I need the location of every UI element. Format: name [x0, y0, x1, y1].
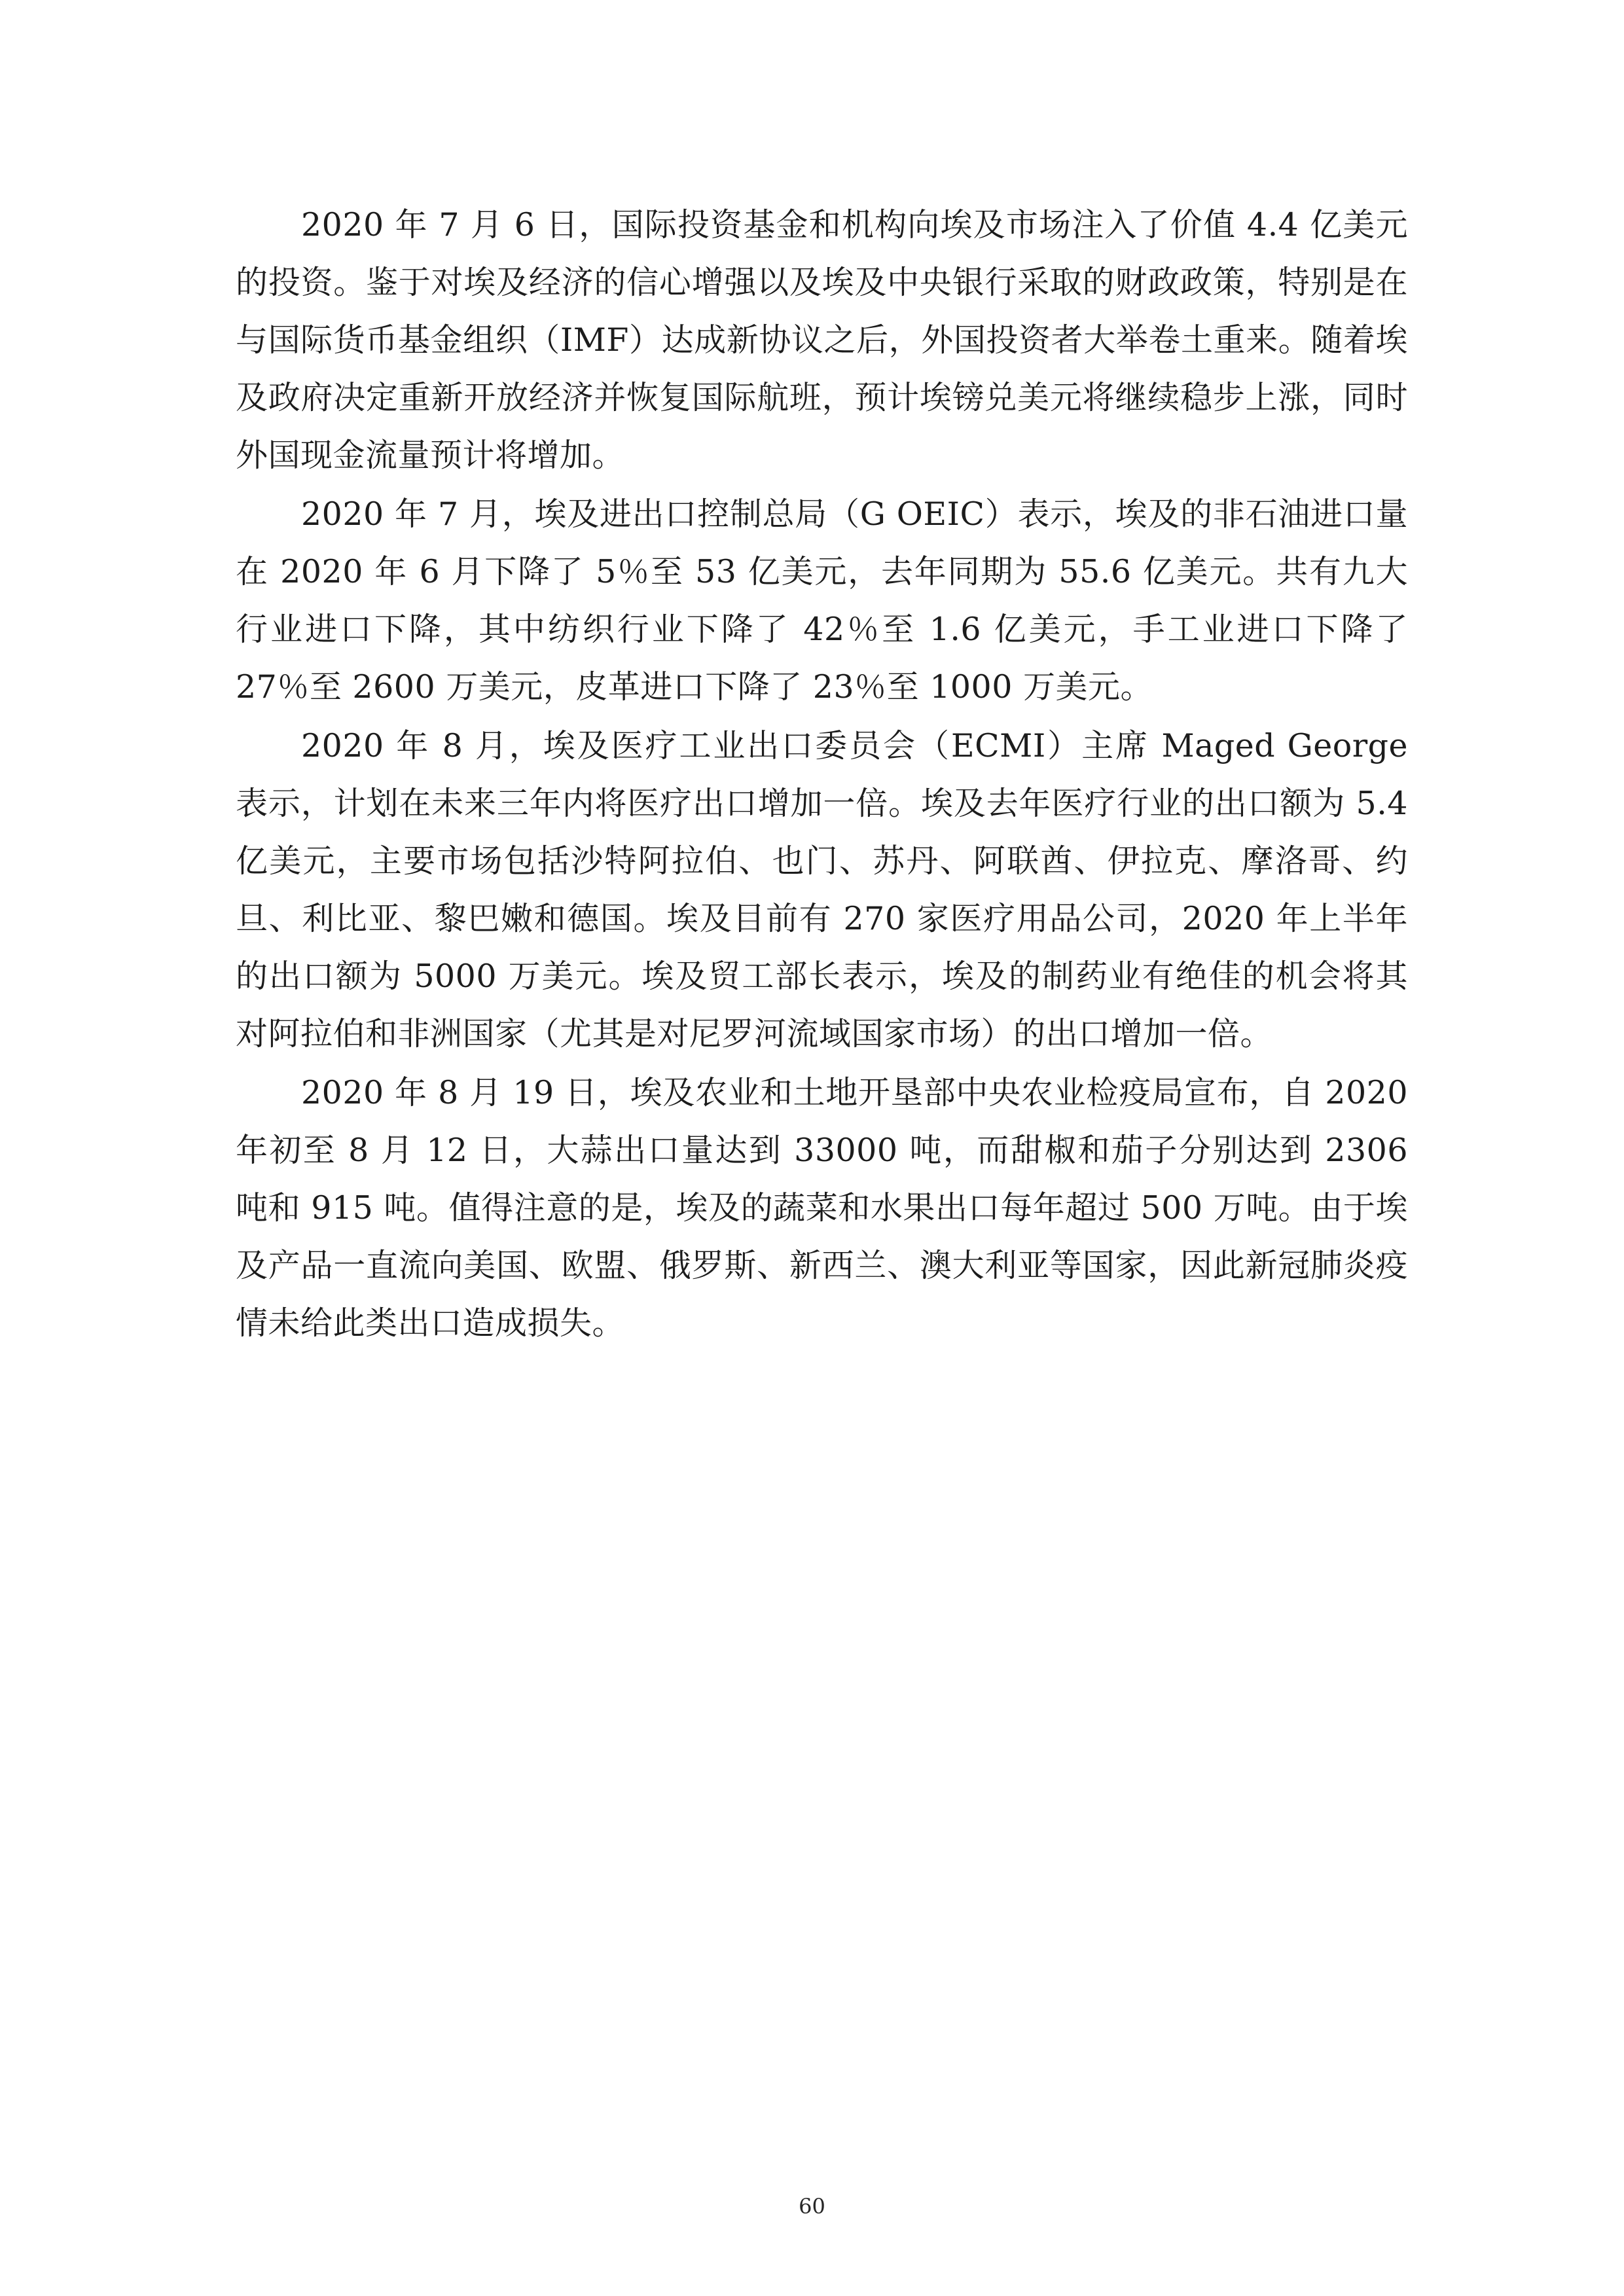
paragraph: 2020 年 8 月 19 日，埃及农业和土地开垦部中央农业检疫局宣布，自 2020 年初至 8 月 12 日，大蒜出口量达到 33000 吨，而甜椒和茄子分别达到 2306 吨和 915 吨。值得注意的是，埃及的蔬菜和水果出口每年超过 500 万吨。由于埃及产品一直流向美国、欧盟、俄罗斯、新西兰、澳大利亚等国家，因此新冠肺炎疫情未给此类出口造成损失。	[236, 1074, 1408, 1342]
paragraph: 2020 年 7 月 6 日，国际投资基金和机构向埃及市场注入了价值 4.4 亿美元的投资。鉴于对埃及经济的信心增强以及埃及中央银行采取的财政政策，特别是在与国际货币基金组织（IMF）达成新协议之后，外国投资者大举卷土重来。随着埃及政府决定重新开放经济并恢复国际航班，预计埃镑兑美元将继续稳步上涨，同时外国现金流量预计将增加。	[236, 206, 1408, 474]
page-number: 60	[799, 2194, 825, 2219]
paragraph: 2020 年 7 月，埃及进出口控制总局（G OEIC）表示，埃及的非石油进口量在 2020 年 6 月下降了 5％至 53 亿美元，去年同期为 55.6 亿美元。共有九大行业进口下降，其中纺织行业下降了 42％至 1.6 亿美元，手工业进口下降了 27％至 2600 万美元，皮革进口下降了 23％至 1000 万美元。	[236, 495, 1408, 706]
paragraph: 2020 年 8 月，埃及医疗工业出口委员会（ECMI）主席 Maged George 表示，计划在未来三年内将医疗出口增加一倍。埃及去年医疗行业的出口额为 5.4 亿美元，主要市场包括沙特阿拉伯、也门、苏丹、阿联酋、伊拉克、摩洛哥、约旦、利比亚、黎巴嫩和德国。埃及目前有 270 家医疗用品公司，2020 年上半年的出口额为 5000 万美元。埃及贸工部长表示，埃及的制药业有绝佳的机会将其对阿拉伯和非洲国家（尤其是对尼罗河流域国家市场）的出口增加一倍。	[236, 727, 1408, 1052]
page-body	[236, 196, 1408, 1352]
